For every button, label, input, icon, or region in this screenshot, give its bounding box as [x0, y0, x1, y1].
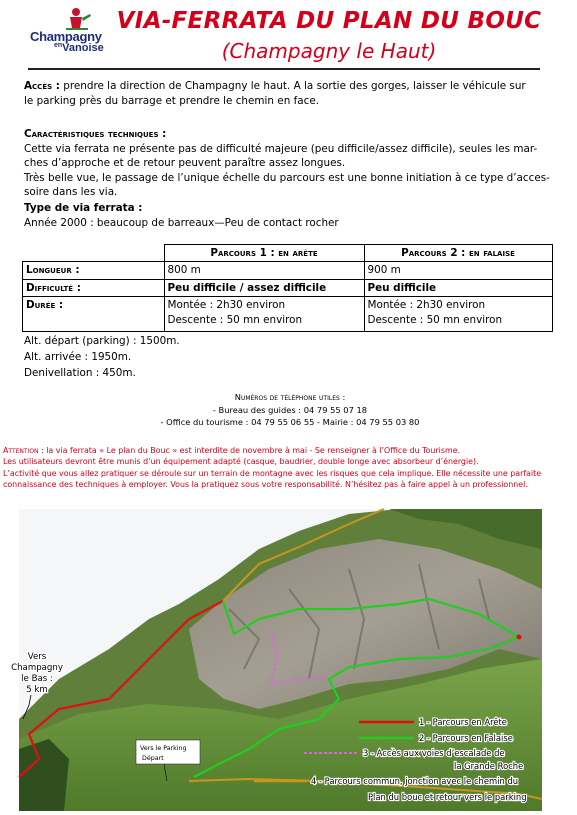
table-row	[23, 297, 553, 332]
telephones-label: Numéros de téléphone utiles :	[234, 392, 346, 402]
acces-label: Accès :	[24, 80, 60, 92]
acces-line2: le parking près du barrage et prendre le chemin en face.	[24, 94, 320, 107]
table-row	[23, 262, 553, 280]
attention-line4: connaissance des techniques à employer. Vous la pratiquez sous votre responsabilité. N’hésitez pas à faire appel à un professionnel.	[3, 480, 528, 490]
acces-line1: prendre la direction de Champagny le haut. A la sortie des gorges, laisser le véhicule sur	[63, 80, 526, 92]
legend-text-1: 1 - Parcours en Arête	[419, 717, 507, 727]
duree-p1-montee: Montée : 2h30 environ	[167, 299, 286, 311]
duree-p1-descente: Descente : 50 mn environ	[167, 313, 303, 326]
route-map-svg	[11, 509, 542, 811]
attention-line1: : la via ferrata « Le plan du Bouc » est interdite de novembre à mai - Se renseigner à l’Office du Tourisme.	[38, 446, 460, 455]
legend-text-2: 2 - Parcours en Falaise	[419, 733, 513, 743]
attention-line3: L’activité que vous allez pratiquer se déroule sur un terrain de montagne avec les risques que cela implique. Elle nécessite une parfaite	[3, 468, 542, 478]
row-label-difficulte: Difficulté :	[23, 279, 165, 297]
attention-line2: Les utilisateurs devront être munis d’un équipement adapté (casque, baudrier, double longe avec absorbeur d’énergie).	[3, 457, 479, 467]
longueur-p2: 900 m	[364, 262, 552, 280]
logo-line2-small: en	[54, 42, 63, 49]
page-title: VIA-FERRATA DU PLAN DU BOUC	[116, 8, 542, 34]
logo-line1: Champagny	[30, 29, 102, 44]
alt-depart: Alt. départ (parking) : 1500m.	[24, 335, 180, 347]
vers-champagny-4: 5 km	[26, 685, 48, 695]
logo-line2-main: Vanoise	[62, 42, 104, 54]
duree-p2-montee: Montée : 2h30 environ	[367, 299, 486, 311]
caracteristiques-line1: Cette via ferrata ne présente pas de difficulté majeure (peu difficile/assez difficile), seules les mar-	[24, 142, 538, 155]
caracteristiques-line3: Très belle vue, le passage de l’unique échelle du parcours est une bonne initiation à ce type d’acces-	[24, 171, 550, 184]
page-subtitle: (Champagny le Haut)	[221, 39, 437, 63]
difficulte-p2: Peu difficile	[364, 279, 552, 297]
altitudes-section	[24, 333, 180, 381]
header-parcours-1: Parcours 1 : en arête	[164, 245, 364, 262]
legend-text-3: 3 - Accès aux voies d’escalade de	[363, 748, 505, 758]
attention-notice	[3, 445, 554, 495]
row-label-duree: Durée :	[23, 297, 165, 332]
technical-table	[22, 244, 553, 332]
acces-section	[24, 79, 554, 108]
caracteristiques-line2: ches d’approche et de retour peuvent paraître assez longues.	[24, 157, 346, 170]
header-divider	[28, 68, 540, 70]
duree-p2	[364, 297, 552, 332]
telephone-office: - Office du tourisme : 04 79 55 06 55 - Mairie : 04 79 55 03 80	[160, 417, 420, 428]
duree-p1	[164, 297, 364, 332]
attention-label: Attention	[3, 446, 39, 455]
alt-denivellation: Denivellation : 450m.	[24, 367, 136, 379]
telephone-guides: - Bureau des guides : 04 79 55 07 18	[212, 404, 368, 415]
logo-line2	[54, 42, 104, 54]
table-row	[23, 279, 553, 297]
type-label: Type de via ferrata :	[24, 201, 143, 214]
route-photo-map	[11, 509, 542, 811]
duree-p2-descente: Descente : 50 mn environ	[367, 313, 503, 326]
caracteristiques-line4: soire dans les via.	[24, 186, 118, 199]
caracteristiques-section	[24, 127, 554, 230]
caracteristiques-label: Caractéristiques techniques :	[24, 128, 167, 140]
header-parcours-2: Parcours 2 : en falaise	[364, 245, 552, 262]
vers-champagny-3: le Bas :	[21, 674, 53, 684]
vers-champagny-2: Champagny	[11, 663, 63, 673]
longueur-p1: 800 m	[164, 262, 364, 280]
row-label-longueur: Longueur :	[23, 262, 165, 280]
parking-note-line1: Vers le Parking	[140, 745, 187, 752]
parking-note-line2: Départ	[142, 755, 164, 762]
legend-text-4: 4 - Parcours commun, jonction avec le chemin du	[311, 776, 519, 786]
vers-champagny-1: Vers	[27, 652, 47, 662]
telephones-section	[120, 391, 460, 429]
legend-text-3b: la Grande Roche	[454, 761, 524, 771]
legend-text-4b: Plan du bouc et retour vers le parking	[368, 792, 527, 802]
type-value: Année 2000 : beaucoup de barreaux—Peu de contact rocher	[24, 216, 339, 229]
difficulte-p1: Peu difficile / assez difficile	[164, 279, 364, 297]
route-endpoint-marker	[517, 635, 522, 640]
alt-arrivee: Alt. arrivée : 1950m.	[24, 351, 132, 363]
